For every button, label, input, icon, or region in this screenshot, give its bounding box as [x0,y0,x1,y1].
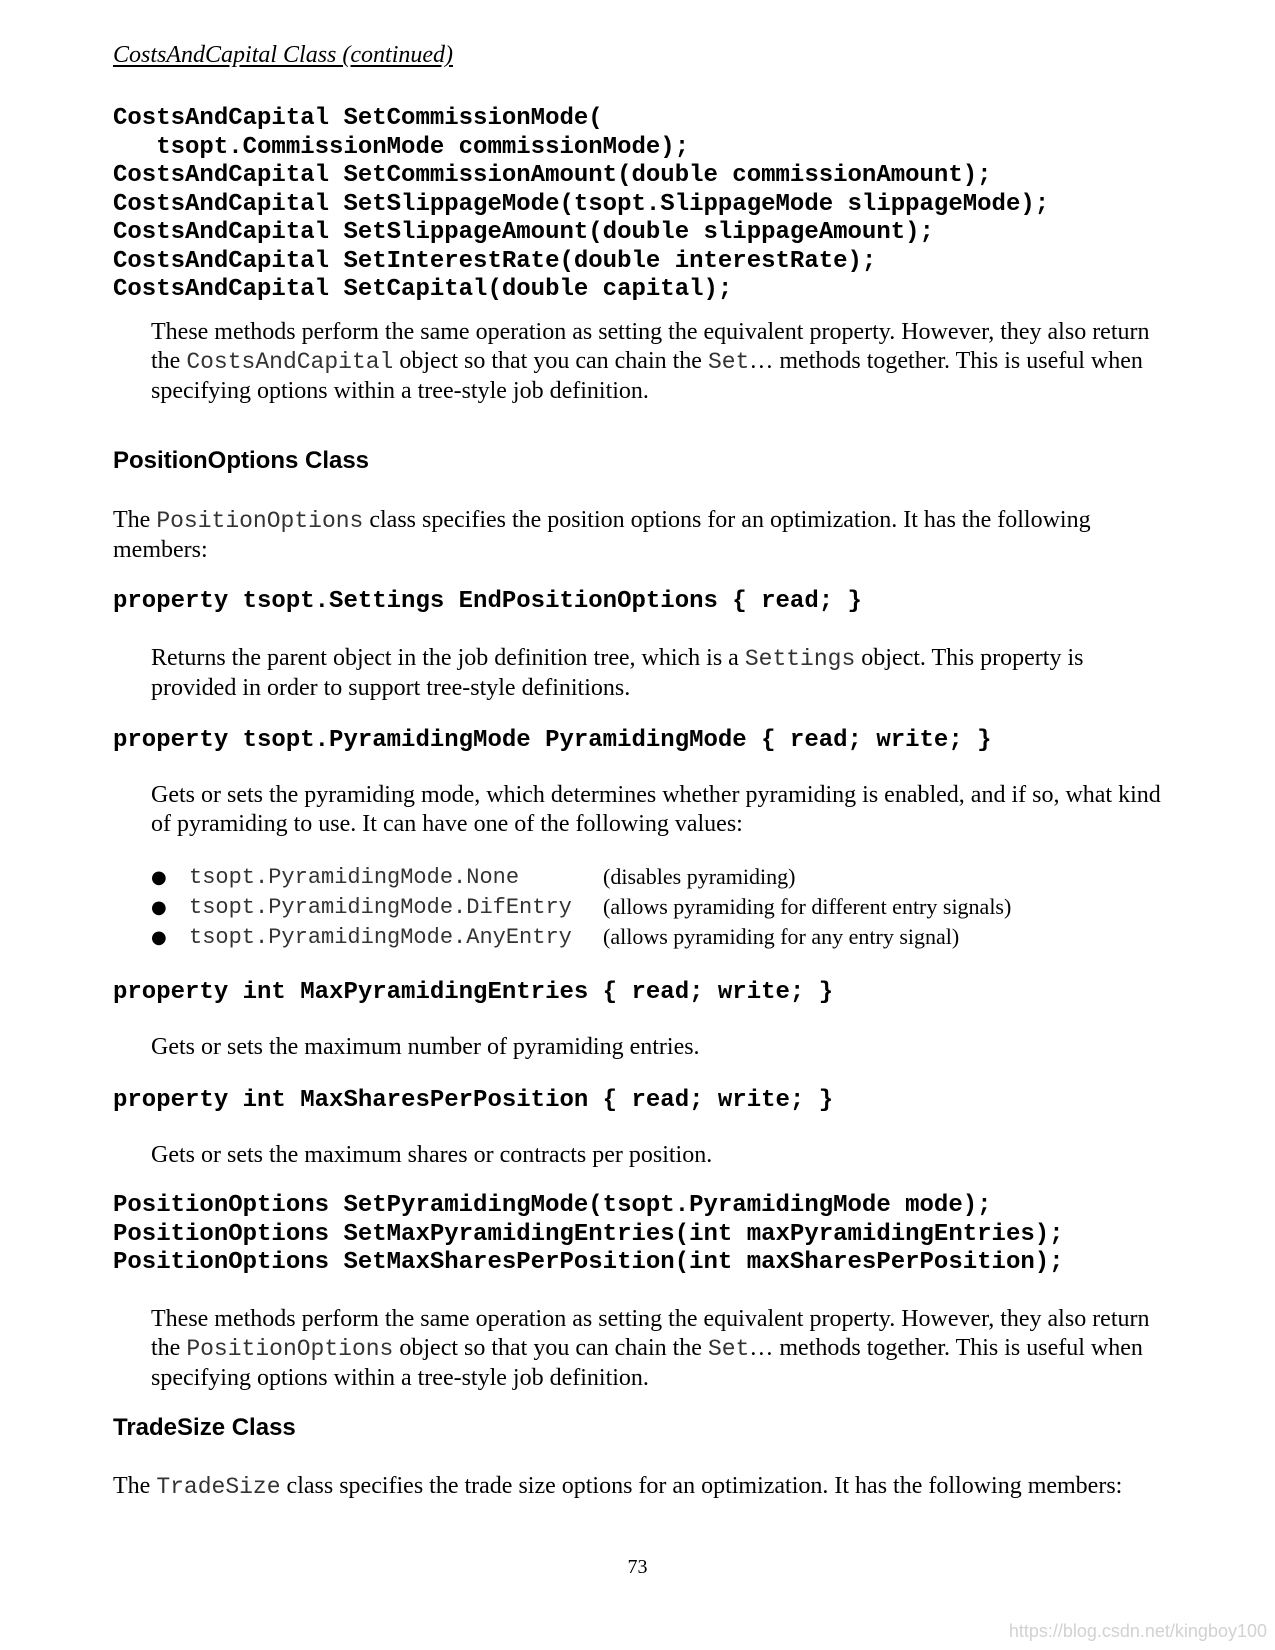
position-options-methods-description: These methods perform the same operation as setting the equivalent property. However, they also return the PositionOptions object so that you can chain the Set… methods together. This is useful when specifying options within a tree-style job definition. [151,1306,1150,1391]
costs-methods-signatures: CostsAndCapital SetCommissionMode( tsopt.CommissionMode commissionMode); CostsAndCapital SetCommissionAmount(double commissionAmount); CostsAndCapital SetSlippageMode(tsopt.SlippageMode slippageMode); CostsAndCapital SetSlippageAmount(double slippageAmount); CostsAndCapital SetInterestRate(double interestRate); CostsAndCapital SetCapital(double capital); [113,105,1050,303]
costs-methods-description: These methods perform the same operation as setting the equivalent property. However, they also return the CostsAndCapital object so that you can chain the Set… methods together. This is useful when specifying options within a tree-style job definition. [151,319,1150,404]
watermark: https://blog.csdn.net/kingboy100 [1008,1621,1267,1641]
list-item: ● tsopt.PyramidingMode.DifEntry (allows pyramiding for different entry signals) [151,894,1012,920]
max-pyramiding-entries-description: Gets or sets the maximum number of pyramiding entries. [151,1034,700,1060]
page-number: 73 [627,1556,648,1578]
end-position-options-description: Returns the parent object in the job definition tree, which is a Settings object. This property is provided in order to support tree-style definitions. [151,645,1084,701]
pyramiding-mode-description: Gets or sets the pyramiding mode, which determines whether pyramiding is enabled, and if so, what kind of pyramiding to use. It can have one of the following values: [151,782,1161,837]
running-head: CostsAndCapital Class (continued) [113,42,454,68]
max-shares-per-position-property: property int MaxSharesPerPosition { read; write; } [113,1087,834,1114]
end-position-options-property: property tsopt.Settings EndPositionOptions { read; } [113,588,862,615]
trade-size-intro: The TradeSize class specifies the trade size options for an optimization. It has the following members: [113,1473,1123,1500]
list-item: ● tsopt.PyramidingMode.AnyEntry (allows pyramiding for any entry signal) [151,924,960,950]
pyramiding-values-list [151,862,1011,952]
position-options-heading: PositionOptions Class [113,447,370,474]
bullet-icon: ● [151,926,167,948]
bullet-icon: ● [151,866,167,888]
max-shares-per-position-description: Gets or sets the maximum shares or contracts per position. [151,1142,713,1168]
max-pyramiding-entries-property: property int MaxPyramidingEntries { read; write; } [113,979,834,1006]
list-item: ● tsopt.PyramidingMode.None (disables pyramiding) [151,864,796,890]
pyramiding-mode-property: property tsopt.PyramidingMode PyramidingMode { read; write; } [113,727,992,754]
bullet-icon: ● [151,896,167,918]
position-options-intro: The PositionOptions class specifies the position options for an optimization. It has the following members: [113,507,1091,563]
position-options-methods-signatures: PositionOptions SetPyramidingMode(tsopt.PyramidingMode mode); PositionOptions SetMaxPyramidingEntries(int maxPyramidingEntries); PositionOptions SetMaxSharesPerPosition(int maxSharesPerPosition); [113,1192,1064,1276]
trade-size-heading: TradeSize Class [113,1414,296,1441]
